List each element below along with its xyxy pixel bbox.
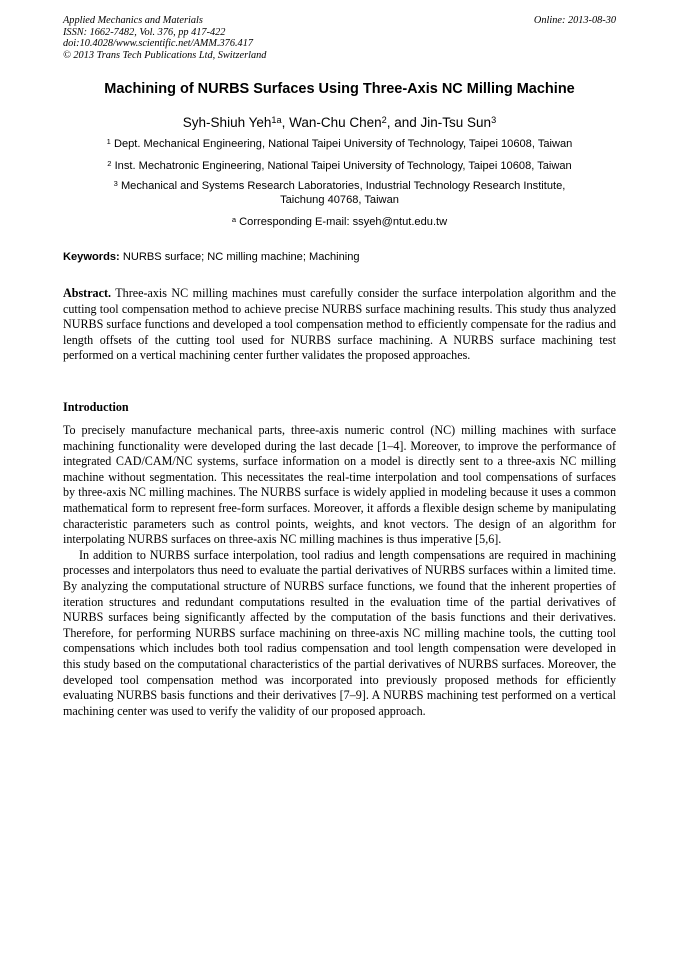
abstract-text: Three-axis NC milling machines must carefully consider the surface interpolation algorithm and the cutting tool compensation method to achieve precise NURBS surface machining results. This study thus analyzed NURBS surface functions and developed a tool compensation method to efficiently compensate for the radius and length offsets of the cutting tool used for NURBS surface machining. A NURBS surface machining test performed on a vertical machining center further validates the proposed approaches. <box>63 286 616 363</box>
author-name: Jin-Tsu Sun <box>420 115 492 130</box>
author-list <box>63 114 616 132</box>
keywords <box>63 250 616 264</box>
author-separator: , <box>281 115 290 130</box>
author-affiliation-mark: 3 <box>491 115 497 126</box>
author-name: Syh-Shiuh Yeh <box>182 115 272 130</box>
affiliation-text-line2: Taichung 40768, Taiwan <box>280 194 399 206</box>
author-affiliation-mark: 1a <box>271 115 282 126</box>
affiliation-3 <box>63 179 616 207</box>
email-text[interactable]: Corresponding E-mail: ssyeh@ntut.edu.tw <box>239 216 448 228</box>
affiliation-mark: 3 <box>113 178 118 188</box>
introduction-body <box>63 423 616 719</box>
author-name: Wan-Chu Chen <box>289 115 382 130</box>
keywords-label: Keywords: <box>63 251 120 263</box>
intro-paragraph-1: To precisely manufacture mechanical parts, three-axis numeric control (NC) milling machines with surface machining functionality were developed during the last decade [1–4]. Moreover, to improve the performance of integrated CAD/CAM/NC systems, surface information on a model is directly sent to a three-axis NC milling machine without segmentation. This necessitates the real-time interpolation and tool compensations of surfaces by three-axis NC milling machines. The NURBS surface is widely applied in modeling because it uses a common mathematical form to represent free-form surfaces. Moreover, it affords a flexible design scheme by manipulating characteristic parameters such as control points, weights, and knot vectors. The design of an algorithm for interpolating NURBS surfaces on three-axis NC milling machines is thus imperative [5,6]. <box>63 423 616 547</box>
affiliation-mark: 2 <box>107 158 112 168</box>
keywords-text: NURBS surface; NC milling machine; Machining <box>122 251 360 263</box>
paper-title: Machining of NURBS Surfaces Using Three-Axis NC Milling Machine <box>104 81 575 97</box>
section-heading-introduction: Introduction <box>63 400 129 414</box>
intro-paragraph-2: In addition to NURBS surface interpolation, tool radius and length compensations are required in machining processes and interpolators thus need to evaluate the partial derivatives of NURBS surfaces within a limited time. By analyzing the computational structure of NURBS surface functions, we found that the inherent properties of iteration structures and redundant computations resulted in the evaluation time of the partial derivatives of NURBS surfaces being significantly affected by the computation of the basis functions and their derivatives. Therefore, for performing NURBS surface machining on three-axis NC milling machine tools, the cutting tool compensations which includes both tool radius compensation and tool length compensation were developed in this study based on the computational characteristics of the partial derivatives of NURBS surfaces. Moreover, the developed tool compensation method was incorporated into previously proposed methods for efficiently evaluating NURBS basis functions and their derivatives [7–9]. A NURBS machining test performed on a vertical machining center was used to verify the validity of our proposed approach. <box>63 547 616 718</box>
author-separator: , and <box>386 115 421 130</box>
affiliation-text: Inst. Mechatronic Engineering, National Taipei University of Technology, Taipei 10608, Taiwan <box>114 160 572 172</box>
author-affiliation-mark: 2 <box>381 115 387 126</box>
affiliation-mark: a <box>231 214 237 224</box>
corresponding-email <box>63 215 616 229</box>
abstract <box>63 286 616 364</box>
affiliation-2 <box>63 159 616 173</box>
affiliation-text: Dept. Mechanical Engineering, National Taipei University of Technology, Taipei 10608, Taiwan <box>113 138 573 150</box>
doi-line: doi:10.4028/www.scientific.net/AMM.376.417 <box>63 38 253 50</box>
affiliation-1 <box>63 137 616 151</box>
copyright-line: © 2013 Trans Tech Publications Ltd, Switzerland <box>63 49 267 61</box>
journal-header <box>63 15 616 61</box>
online-date: Online: 2013-08-30 <box>533 15 616 26</box>
affiliation-text: Mechanical and Systems Research Laboratories, Industrial Technology Research Institute, <box>120 180 566 192</box>
issn-line: ISSN: 1662-7482, Vol. 376, pp 417-422 <box>63 26 226 38</box>
journal-name: Applied Mechanics and Materials <box>63 15 203 26</box>
affiliation-mark: 1 <box>106 136 111 146</box>
abstract-label: Abstract. <box>63 286 112 300</box>
